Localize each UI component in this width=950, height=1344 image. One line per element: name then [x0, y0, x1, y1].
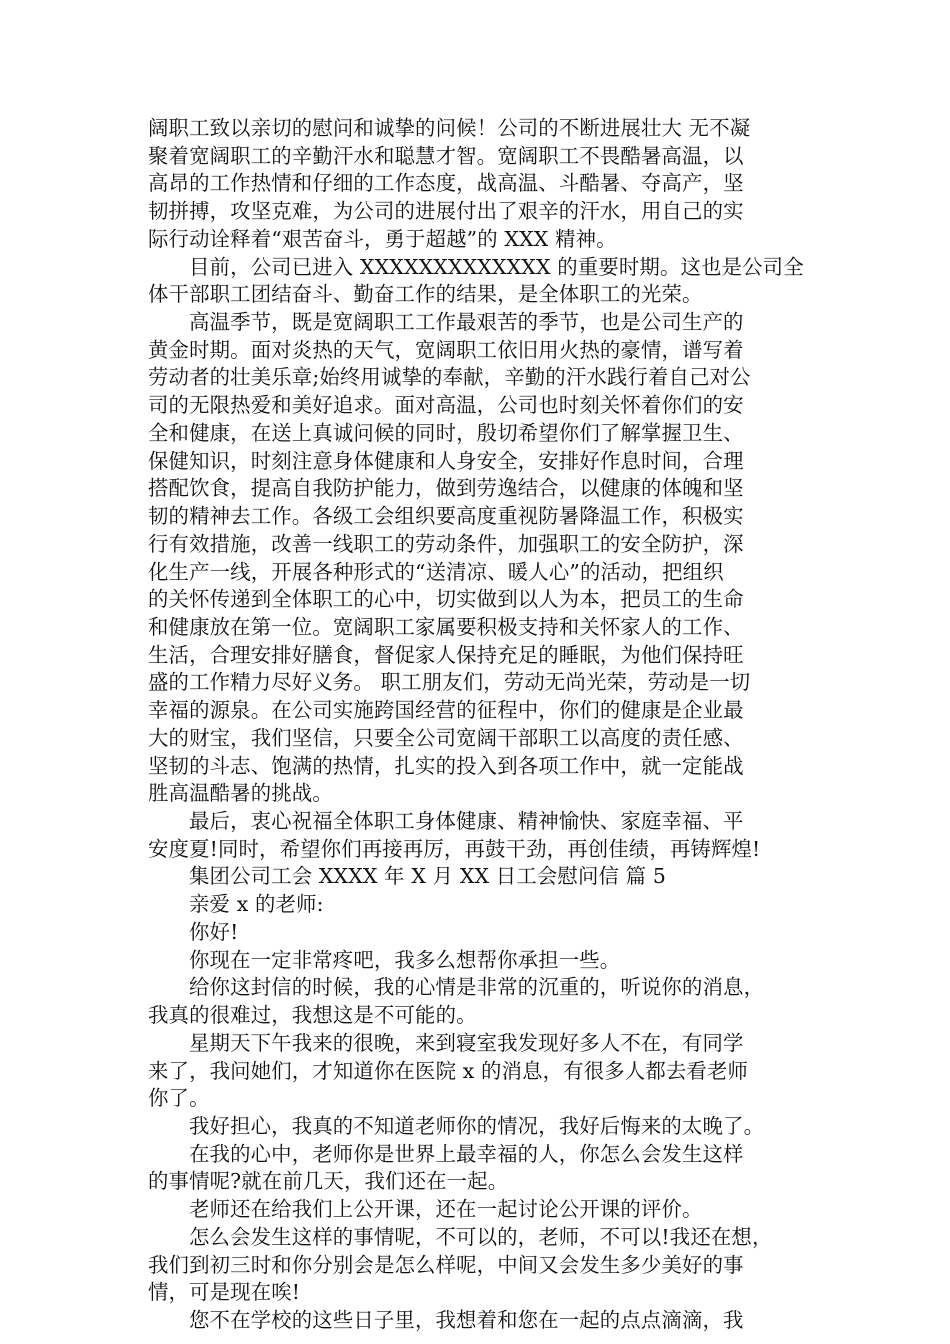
text-line: 我真的很难过，我想这是不可能的。 [148, 1003, 477, 1027]
text-line: 韧拼搏，攻坚克难，为公司的进展付出了艰辛的汗水，用自己的实 [148, 199, 744, 223]
text-line: 怎么会发生这样的事情呢，不可以的，老师，不可以!我还在想， [189, 1225, 773, 1249]
section-heading: 集团公司工会 XXXX 年 X 月 XX 日工会慰问信 篇 5 [189, 864, 666, 888]
text-line: 安度夏!同时，希望你们再接再厉，再鼓干劲，再创佳绩，再铸辉煌! [148, 837, 761, 861]
text-line: 聚着宽阔职工的辛勤汗水和聪慧才智。宽阔职工不畏酷暑高温，以 [148, 144, 744, 168]
text-line: 我好担心，我真的不知道老师你的情况，我好后悔来的太晚了。 [189, 1114, 765, 1138]
text-line: 在我的心中，老师你是世界上最幸福的人，你怎么会发生这样 [189, 1142, 744, 1166]
text-line: 行有效措施，改善一线职工的劳动条件，加强职工的安全防护，深 [148, 532, 744, 556]
text-line: 阔职工致以亲切的慰问和诚挚的问候！公司的不断进展壮大 无不凝 [148, 116, 751, 140]
text-line: 司的无限热爱和美好追求。面对高温，公司也时刻关怀着你们的安 [148, 393, 744, 417]
text-line: 的事情呢?就在前几天，我们还在一起。 [148, 1169, 509, 1193]
text-line: 你了。 [148, 1086, 210, 1110]
text-line: 体干部职工团结奋斗、勤奋工作的结果，是全体职工的光荣。 [148, 282, 703, 306]
text-line: 您不在学校的这些日子里，我想着和您在一起的点点滴滴，我 [189, 1308, 744, 1332]
text-line: 我们到初三时和你分别会是怎么样呢，中间又会发生多少美好的事 [148, 1253, 744, 1277]
text-line: 星期天下午我来的很晚，来到寝室我发现好多人不在，有同学 [189, 1031, 744, 1055]
text-line: 老师还在给我们上公开课，还在一起讨论公开课的评价。 [189, 1197, 703, 1221]
text-line: 来了，我问她们，才知道你在医院 x 的消息，有很多人都去看老师 [148, 1059, 749, 1083]
text-line: 韧的精神去工作。各级工会组织要高度重视防暑降温工作，积极实 [148, 504, 744, 528]
text-line: 黄金时期。面对炎热的天气，宽阔职工依旧用火热的豪情，谱写着 [148, 338, 744, 362]
text-line: 保健知识，时刻注意身体健康和人身安全，安排好作息时间，合理 [148, 449, 744, 473]
text-line: 和健康放在第一位。宽阔职工家属要积极支持和关怀家人的工作、 [148, 615, 744, 639]
text-line: 盛的工作精力尽好义务。 职工朋友们，劳动无尚光荣，劳动是一切 [148, 670, 751, 694]
text-line: 给你这封信的时候，我的心情是非常的沉重的，听说你的消息， [189, 975, 765, 999]
text-line: 幸福的源泉。在公司实施跨国经营的征程中，你们的健康是企业最 [148, 698, 744, 722]
letter-greeting: 你好! [189, 920, 239, 944]
text-line: 胜高温酷暑的挑战。 [148, 781, 333, 805]
text-line: 际行动诠释着“艰苦奋斗，勇于超越”的 XXX 精神。 [148, 227, 617, 251]
text-line: 高温季节，既是宽阔职工工作最艰苦的季节，也是公司生产的 [189, 310, 744, 334]
text-line: 大的财宝，我们坚信，只要全公司宽阔干部职工以高度的责任感、 [148, 726, 744, 750]
text-line: 情，可是现在唉! [148, 1280, 301, 1304]
text-line: 全和健康，在送上真诚问候的同时，殷切希望你们了解掌握卫生、 [148, 421, 744, 445]
letter-salutation: 亲爱 x 的老师: [189, 892, 324, 916]
text-line: 生活，合理安排好膳食，督促家人保持充足的睡眠，为他们保持旺 [148, 643, 744, 667]
text-line: 高昂的工作热情和仔细的工作态度，战高温、斗酷暑、夺高产，坚 [148, 171, 744, 195]
text-line: 你现在一定非常疼吧，我多么想帮你承担一些。 [189, 948, 621, 972]
text-line: 目前，公司已进入 XXXXXXXXXXXXX 的重要时期。这也是公司全 [189, 255, 804, 279]
text-line: 劳动者的壮美乐章;始终用诚挚的奉献，辛勤的汗水践行着自己对公 [148, 365, 751, 389]
text-line: 最后，衷心祝福全体职工身体健康、精神愉快、家庭幸福、平 [189, 809, 744, 833]
text-line: 搭配饮食，提高自我防护能力，做到劳逸结合，以健康的体魄和坚 [148, 476, 744, 500]
text-line: 坚韧的斗志、饱满的热情，扎实的投入到各项工作中，就一定能战 [148, 754, 744, 778]
text-line: 的关怀传递到全体职工的心中，切实做到以人为本，把员工的生命 [148, 587, 744, 611]
text-line: 化生产一线，开展各种形式的“送清凉、暖人心”的活动，把组织 [148, 560, 724, 584]
